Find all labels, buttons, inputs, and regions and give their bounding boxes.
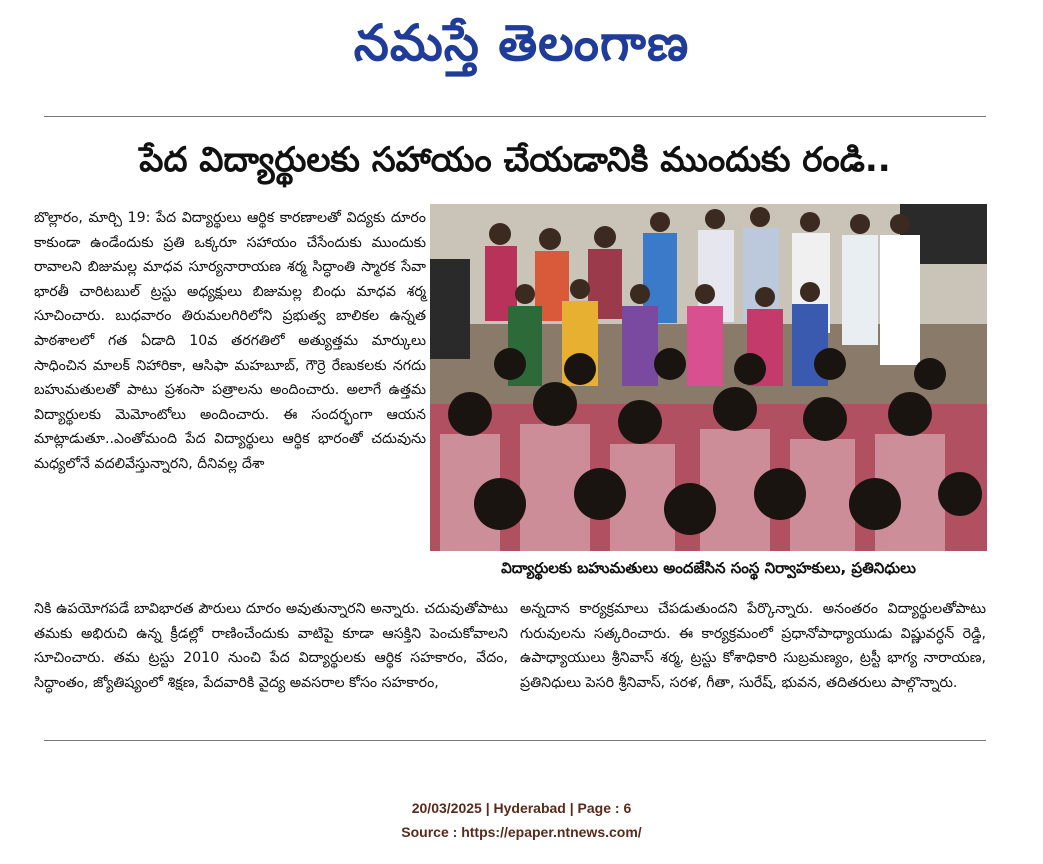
header-divider <box>44 116 986 117</box>
article-column-left <box>34 206 426 477</box>
newspaper-masthead <box>0 8 1043 78</box>
masthead-logo: నమస్తే తెలంగాణ <box>353 14 690 72</box>
article-paragraph-2: నికి ఉపయోగపడే బావిభారత పౌరులు దూరం అవుతున్నారని అన్నారు. చదువుతోపాటు తమకు అభిరుచి ఉన్న క్రీడల్లో రాణించేందుకు వాటిపై కూడా ఆసక్తిని పెంచుకోవాలని సూచించారు. తమ ట్రస్టు 2010 నుంచి పేద విద్యార్థులకు ఆర్థిక సహకారం, వేదం, సిద్ధాంతం, జ్యోతిష్యంలో శిక్షణ, పేదవారికి వైద్య అవసరాల కోసం సహకారం, <box>34 601 508 691</box>
article-paragraph-3: అన్నదాన కార్యక్రమాలు చేపడుతుందని పేర్కొన్నారు. అనంతరం విద్యార్థులతోపాటు గురువులను సత్కరించారు. ఈ కార్యక్రమంలో ప్రధానోపాధ్యాయుడు విష్ణువర్ధన్ రెడ్డి, ఉపాధ్యాయులు శ్రీనివాస్ శర్మ, ట్రస్టు కోశాధికారి సుబ్రమణ్యం, ట్రస్టీ భాగ్య నారాయణ, ప్రతినిధులు పెసరి శ్రీనివాస్, సరళ, గీతా, సురేష్, భువన, తదితరులు పాల్గొన్నారు. <box>520 601 986 691</box>
footer-dateline: 20/03/2025 | Hyderabad | Page : 6 <box>411 800 632 816</box>
photo-caption: విద్యార్థులకు బహుమతులు అందజేసిన సంస్థ నిర్వాహకులు, ప్రతినిధులు <box>501 559 916 577</box>
footer-divider <box>44 740 986 741</box>
article-paragraph-1: బొల్లారం, మార్చి 19: పేద విద్యార్థులు ఆర్థిక కారణాలతో విద్యకు దూరం కాకుండా ఉండేందుకు ప్రతి ఒక్కరూ సహాయం చేసేందుకు ముందుకు రావాలని బిజుమల్ల మాధవ సూర్యనారాయణ శర్మ సిద్ధాంతి స్మారక సేవా భారతీ చారిటబుల్ ట్రస్టు అధ్యక్షులు బిజుమల్ల బింధు మాధవ శర్మ సూచించారు. బుధవారం తిరుమలగిరిలోని ప్రభుత్వ బాలికల ఉన్నత పాఠశాలలో గత ఏడాది 10వ తరగతిలో అత్యుత్తమ మార్కులు సాధించిన మాలక్ నిహారికా, ఆసిఫా మహబూబ్, గౌర్రె రేణుకలకు నగదు బహుమతులతో పాటు ప్రశంసా పత్రాలను అందించారు. అలాగే ఉత్తమ విద్యార్థులకు మెమోంటోలు అందించారు. ఈ సందర్భంగా ఆయన మాట్లాడుతూ..ఎంతోమంది పేద విద్యార్థులు ఆర్థిక భారంతో చదువును మధ్యలోనే వదలివేస్తున్నారని, దీనివల్ల దేశా <box>34 210 426 472</box>
article-column-bottom-left <box>34 597 508 695</box>
article-column-bottom-right <box>520 597 986 695</box>
article-photo <box>430 204 987 551</box>
footer-source-link[interactable]: Source : https://epaper.ntnews.com/ <box>401 824 642 840</box>
article-headline: పేద విద్యార్థులకు సహాయం చేయడానికి ముందుకు రండి.. <box>139 140 891 180</box>
